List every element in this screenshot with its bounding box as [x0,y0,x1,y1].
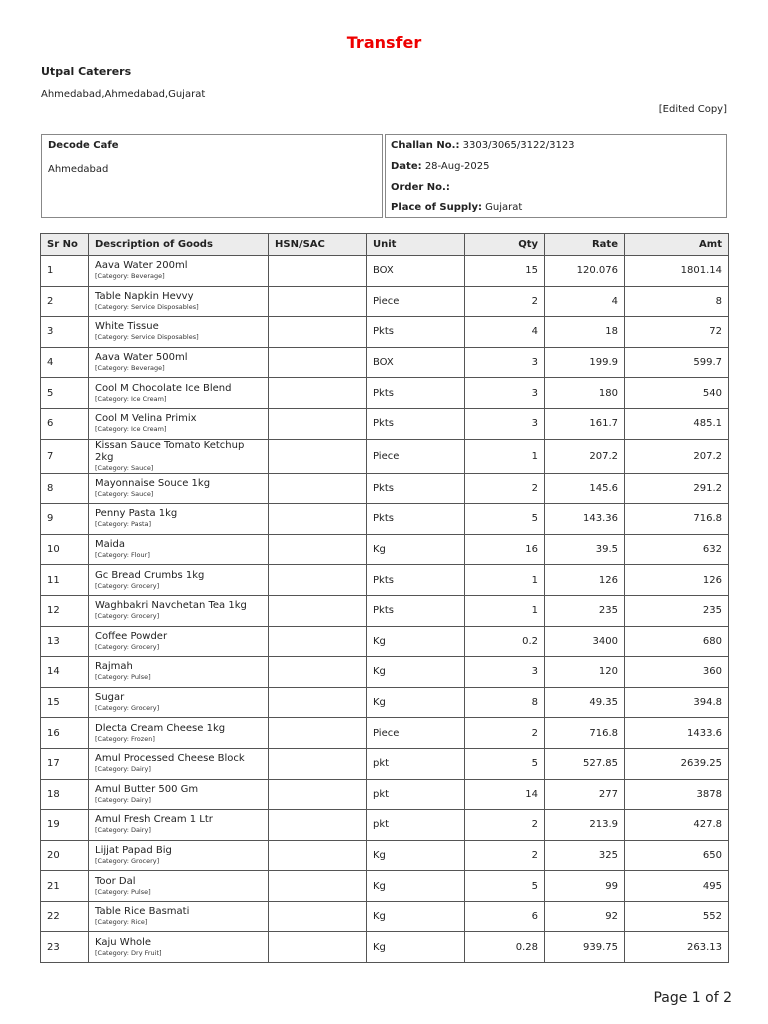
cell-rate: 120 [545,657,625,688]
cell-qty: 8 [465,687,545,718]
cell-amt: 485.1 [625,408,729,439]
cell-hsn [269,256,367,287]
cell-qty: 2 [465,718,545,749]
table-row [41,256,729,287]
supply-label: Place of Supply: [391,202,482,213]
cell-rate: 92 [545,901,625,932]
cell-amt: 427.8 [625,810,729,841]
cell-unit: Kg [367,932,465,963]
item-name: Aava Water 500ml [95,352,188,364]
item-name: Amul Butter 500 Gm [95,783,199,795]
cell-rate: 145.6 [545,473,625,504]
item-name: Aava Water 200ml [95,260,188,272]
item-name: Rajmah [95,661,133,673]
table-row [41,317,729,348]
cell-sr: 21 [41,871,89,902]
cell-qty: 14 [465,779,545,810]
cell-unit: Pkts [367,378,465,409]
date-value: 28-Aug-2025 [424,161,490,172]
table-row [41,932,729,963]
challan-info-box [385,134,727,218]
item-category: [Category: Service Disposables] [95,333,199,342]
cell-rate: 4 [545,286,625,317]
cell-desc [89,256,269,287]
cell-desc [89,779,269,810]
cell-hsn [269,534,367,565]
cell-unit: Pkts [367,317,465,348]
cell-rate: 180 [545,378,625,409]
items-table [40,233,729,963]
cell-rate: 325 [545,840,625,871]
table-row [41,439,729,473]
cell-unit: BOX [367,347,465,378]
cell-amt: 540 [625,378,729,409]
cell-qty: 2 [465,840,545,871]
party-city: Ahmedabad [48,164,109,175]
table-row [41,286,729,317]
item-category: [Category: Dairy] [95,765,151,774]
table-row [41,473,729,504]
cell-rate: 3400 [545,626,625,657]
cell-hsn [269,810,367,841]
cell-qty: 5 [465,748,545,779]
item-name: Sugar [95,692,125,704]
cell-amt: 291.2 [625,473,729,504]
table-row [41,687,729,718]
item-name: Kaju Whole [95,936,152,948]
cell-qty: 0.28 [465,932,545,963]
cell-hsn [269,932,367,963]
cell-unit: Kg [367,901,465,932]
cell-rate: 161.7 [545,408,625,439]
item-category: [Category: Flour] [95,551,150,560]
cell-qty: 5 [465,871,545,902]
cell-amt: 207.2 [625,439,729,473]
cell-desc [89,286,269,317]
table-row [41,504,729,535]
cell-qty: 6 [465,901,545,932]
cell-amt: 495 [625,871,729,902]
cell-qty: 3 [465,347,545,378]
cell-amt: 8 [625,286,729,317]
table-row [41,718,729,749]
table-row [41,871,729,902]
cell-unit: Kg [367,657,465,688]
table-row [41,595,729,626]
cell-hsn [269,286,367,317]
cell-unit: Pkts [367,473,465,504]
item-category: [Category: Grocery] [95,612,160,621]
item-name: Cool M Velina Primix [95,413,197,425]
table-row [41,657,729,688]
cell-qty: 15 [465,256,545,287]
cell-sr: 6 [41,408,89,439]
item-name: Cool M Chocolate Ice Blend [95,382,232,394]
item-name: Penny Pasta 1kg [95,508,178,520]
cell-amt: 632 [625,534,729,565]
cell-amt: 394.8 [625,687,729,718]
header-unit: Unit [367,234,465,256]
cell-hsn [269,317,367,348]
cell-amt: 2639.25 [625,748,729,779]
table-row [41,347,729,378]
item-name: Kissan Sauce Tomato Ketchup 2kg [95,439,245,463]
order-line [391,182,450,193]
cell-sr: 2 [41,286,89,317]
cell-amt: 680 [625,626,729,657]
cell-amt: 716.8 [625,504,729,535]
table-row [41,408,729,439]
table-row [41,534,729,565]
item-name: Amul Processed Cheese Block [95,753,245,765]
cell-hsn [269,504,367,535]
table-row [41,901,729,932]
item-name: Amul Fresh Cream 1 Ltr [95,814,213,826]
item-category: [Category: Pulse] [95,673,151,682]
cell-amt: 72 [625,317,729,348]
header-amt: Amt [625,234,729,256]
cell-hsn [269,840,367,871]
table-row [41,378,729,409]
cell-unit: Piece [367,286,465,317]
header-qty: Qty [465,234,545,256]
party-name: Decode Cafe [48,140,119,151]
cell-sr: 5 [41,378,89,409]
header-sr: Sr No [41,234,89,256]
page-number: Page 1 of 2 [653,990,732,1006]
cell-unit: Pkts [367,565,465,596]
cell-unit: Kg [367,626,465,657]
cell-qty: 3 [465,408,545,439]
cell-hsn [269,901,367,932]
cell-hsn [269,595,367,626]
cell-rate: 527.85 [545,748,625,779]
cell-unit: pkt [367,810,465,841]
cell-desc [89,871,269,902]
header-desc: Description of Goods [89,234,269,256]
cell-qty: 2 [465,810,545,841]
cell-amt: 360 [625,657,729,688]
cell-qty: 1 [465,595,545,626]
cell-unit: Piece [367,718,465,749]
cell-desc [89,534,269,565]
table-header-row [41,234,729,256]
cell-qty: 1 [465,439,545,473]
cell-sr: 20 [41,840,89,871]
cell-hsn [269,408,367,439]
item-name: Lijjat Papad Big [95,844,172,856]
cell-hsn [269,718,367,749]
item-name: White Tissue [95,321,159,333]
item-category: [Category: Frozen] [95,734,155,743]
cell-desc [89,504,269,535]
cell-sr: 13 [41,626,89,657]
cell-qty: 1 [465,565,545,596]
cell-hsn [269,626,367,657]
cell-desc [89,840,269,871]
item-category: [Category: Beverage] [95,364,165,373]
cell-qty: 16 [465,534,545,565]
item-category: [Category: Dairy] [95,795,151,804]
cell-hsn [269,657,367,688]
cell-amt: 552 [625,901,729,932]
item-category: [Category: Service Disposables] [95,302,199,311]
item-category: [Category: Sauce] [95,463,154,472]
cell-sr: 11 [41,565,89,596]
cell-qty: 2 [465,473,545,504]
item-category: [Category: Pasta] [95,520,152,529]
cell-rate: 199.9 [545,347,625,378]
cell-amt: 263.13 [625,932,729,963]
date-label: Date: [391,161,422,172]
edited-copy-label: [Edited Copy] [658,104,727,115]
cell-unit: Kg [367,534,465,565]
cell-desc [89,347,269,378]
cell-desc [89,932,269,963]
cell-sr: 7 [41,439,89,473]
item-category: [Category: Grocery] [95,856,160,865]
party-box [41,134,383,218]
cell-rate: 235 [545,595,625,626]
cell-unit: Kg [367,840,465,871]
cell-sr: 4 [41,347,89,378]
cell-qty: 3 [465,378,545,409]
cell-sr: 17 [41,748,89,779]
cell-rate: 18 [545,317,625,348]
cell-amt: 599.7 [625,347,729,378]
cell-rate: 143.36 [545,504,625,535]
cell-desc [89,657,269,688]
item-name: Coffee Powder [95,630,168,642]
cell-sr: 23 [41,932,89,963]
header-rate: Rate [545,234,625,256]
item-name: Dlecta Cream Cheese 1kg [95,722,226,734]
cell-sr: 22 [41,901,89,932]
cell-desc [89,473,269,504]
cell-hsn [269,439,367,473]
cell-sr: 1 [41,256,89,287]
table-row [41,779,729,810]
cell-qty: 2 [465,286,545,317]
cell-desc [89,810,269,841]
cell-unit: pkt [367,748,465,779]
item-category: [Category: Grocery] [95,581,160,590]
cell-desc [89,626,269,657]
cell-rate: 99 [545,871,625,902]
challan-label: Challan No.: [391,140,460,151]
cell-desc [89,317,269,348]
cell-rate: 39.5 [545,534,625,565]
cell-hsn [269,748,367,779]
cell-unit: Pkts [367,504,465,535]
cell-sr: 16 [41,718,89,749]
table-row [41,626,729,657]
cell-unit: pkt [367,779,465,810]
item-name: Table Rice Basmati [95,906,190,918]
cell-desc [89,378,269,409]
cell-qty: 4 [465,317,545,348]
supply-value: Gujarat [485,202,523,213]
cell-sr: 15 [41,687,89,718]
cell-sr: 12 [41,595,89,626]
cell-amt: 3878 [625,779,729,810]
cell-desc [89,439,269,473]
cell-rate: 120.076 [545,256,625,287]
cell-desc [89,408,269,439]
cell-desc [89,901,269,932]
cell-rate: 207.2 [545,439,625,473]
cell-desc [89,595,269,626]
order-label: Order No.: [391,182,450,193]
date-line [391,161,490,172]
cell-hsn [269,347,367,378]
item-category: [Category: Dairy] [95,826,151,835]
cell-amt: 235 [625,595,729,626]
item-category: [Category: Dry Fruit] [95,948,162,957]
cell-hsn [269,871,367,902]
cell-amt: 1433.6 [625,718,729,749]
item-name: Toor Dal [95,875,136,887]
item-category: [Category: Grocery] [95,642,160,651]
cell-rate: 716.8 [545,718,625,749]
cell-sr: 3 [41,317,89,348]
item-category: [Category: Beverage] [95,272,165,281]
cell-rate: 277 [545,779,625,810]
cell-unit: Piece [367,439,465,473]
cell-unit: Kg [367,687,465,718]
company-address: Ahmedabad,Ahmedabad,Gujarat [41,89,206,100]
cell-amt: 650 [625,840,729,871]
item-category: [Category: Grocery] [95,704,160,713]
cell-desc [89,565,269,596]
challan-line [391,140,575,151]
cell-unit: Kg [367,871,465,902]
cell-amt: 126 [625,565,729,596]
header-hsn: HSN/SAC [269,234,367,256]
item-name: Mayonnaise Souce 1kg [95,477,211,489]
cell-sr: 9 [41,504,89,535]
company-name: Utpal Caterers [41,65,132,78]
table-row [41,565,729,596]
item-name: Maida [95,539,126,551]
cell-hsn [269,565,367,596]
cell-hsn [269,378,367,409]
cell-qty: 0.2 [465,626,545,657]
cell-sr: 14 [41,657,89,688]
cell-rate: 49.35 [545,687,625,718]
cell-desc [89,718,269,749]
item-name: Table Napkin Hevvy [95,290,194,302]
table-row [41,748,729,779]
item-name: Waghbakri Navchetan Tea 1kg [95,600,247,612]
table-row [41,810,729,841]
cell-qty: 3 [465,657,545,688]
cell-rate: 939.75 [545,932,625,963]
cell-hsn [269,687,367,718]
cell-unit: Pkts [367,408,465,439]
item-category: [Category: Ice Cream] [95,425,167,434]
cell-amt: 1801.14 [625,256,729,287]
cell-qty: 5 [465,504,545,535]
cell-unit: BOX [367,256,465,287]
supply-line [391,202,522,213]
cell-rate: 213.9 [545,810,625,841]
item-category: [Category: Rice] [95,918,148,927]
item-category: [Category: Pulse] [95,887,151,896]
cell-unit: Pkts [367,595,465,626]
item-name: Gc Bread Crumbs 1kg [95,569,205,581]
item-category: [Category: Ice Cream] [95,394,167,403]
cell-sr: 8 [41,473,89,504]
cell-sr: 10 [41,534,89,565]
cell-desc [89,687,269,718]
item-category: [Category: Sauce] [95,489,154,498]
table-row [41,840,729,871]
cell-sr: 18 [41,779,89,810]
cell-hsn [269,779,367,810]
cell-sr: 19 [41,810,89,841]
cell-rate: 126 [545,565,625,596]
cell-desc [89,748,269,779]
challan-value: 3303/3065/3122/3123 [462,140,575,151]
cell-hsn [269,473,367,504]
document-title: Transfer [346,33,422,52]
